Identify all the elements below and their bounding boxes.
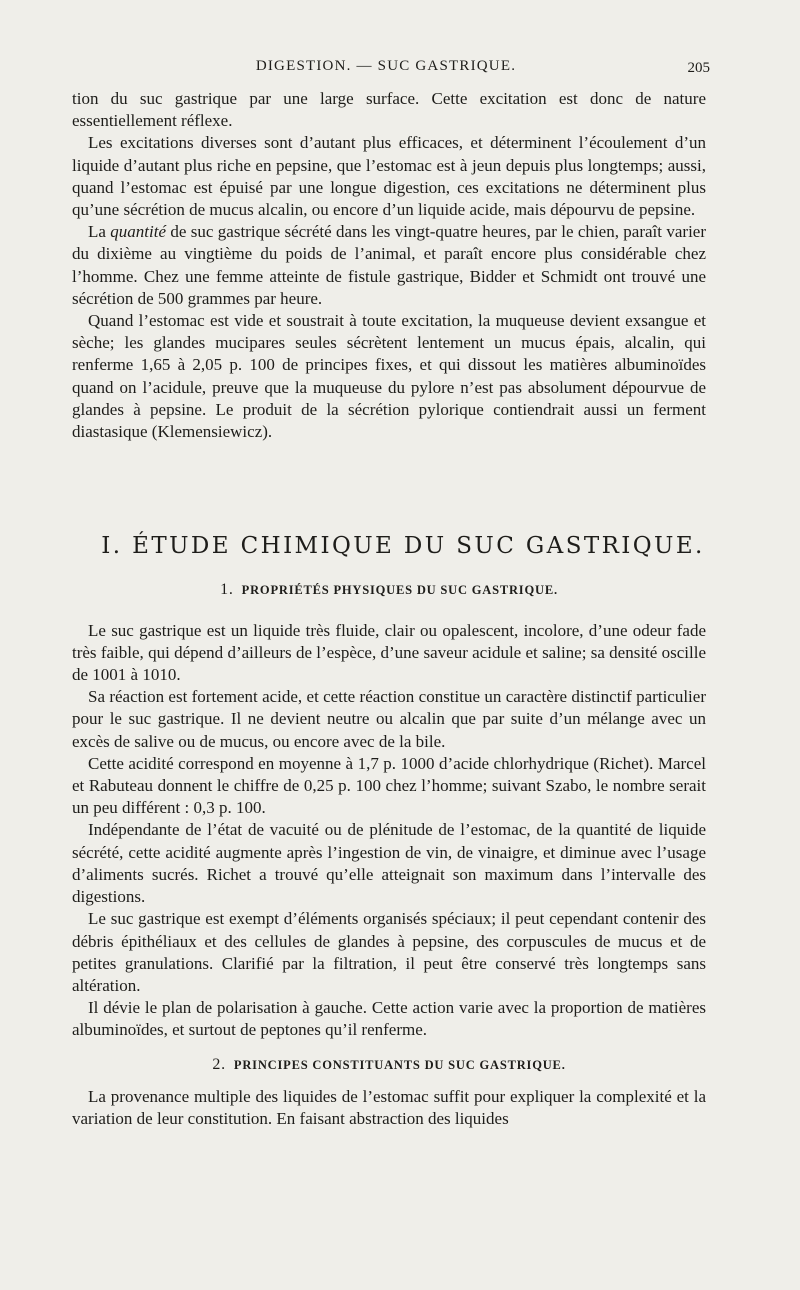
paragraph: Le suc gastrique est exempt d’éléments organisés spéciaux; il peut cependant contenir des débris épithéliaux et des cellules de glandes à pepsine, des corpuscules de mucus et de petites granulations. Clarifié par la filtration, il peut être conservé très longtemps sans altération. [72,909,706,995]
running-title: DIGESTION. — SUC GASTRIQUE. [255,58,517,74]
section-title: PRINCIPES CONSTITUANTS DU SUC GASTRIQUE. [233,1057,566,1072]
paragraph [72,221,706,310]
paragraph: La provenance multiple des liquides de l’estomac suffit pour expliquer la complexité et la variation de leur constitution. En faisant abstraction des liquides [72,1086,706,1128]
text-run: La [88,222,111,242]
paragraph: Quand l’estomac est vide et soustrait à toute excitation, la muqueuse devient exsangue et sèche; les glandes mucipares seules sécrètent lentement un mucus épais, alcalin, qui renferme 1,65 à 2,05 p. 100 de principes fixes, et qui dissout les matières albuminoïdes quand on l’acidule, preuve que la muqueuse du pylore n’est pas absolument dépourvue de glandes à pepsine. Le produit de la sécrétion pylorique contiendrait aussi un ferment diastasique (Klemensiewicz). [72,311,706,442]
paragraph: Les excitations diverses sont d’autant plus efficaces, et déterminent l’écoulement d’un liquide d’autant plus riche en pepsine, que l’estomac est à jeun depuis plus longtemps; aussi, quand l’estomac est épuisé par une longue digestion, ces excitations ne déterminent plus qu’une sécrétion de mucus alcalin, ou encore d’un liquide acide, mais dépourvu de pepsine. [72,133,706,220]
paragraph: Sa réaction est fortement acide, et cette réaction constitue un caractère distinctif particulier pour le suc gastrique. Il ne devient neutre ou alcalin que par suite d’un mélange avec un excès de salive ou de mucus, ou encore avec de la bile. [72,687,706,751]
italic-term: quantité [110,222,167,242]
paragraph: tion du suc gastrique par une large surface. Cette excitation est donc de nature essentiellement réflexe. [72,89,706,131]
section-heading [72,579,706,601]
paragraph: Cette acidité correspond en moyenne à 1,7 p. 1000 d’acide chlorhydrique (Richet). Marcel et Rabuteau donnent le chiffre de 0,25 p. 100 chez l’homme; suivant Szabo, le nombre serait un peu différent : 0,3 p. 100. [72,753,706,818]
paragraph: Indépendante de l’état de vacuité ou de plénitude de l’estomac, de la quantité de liquide sécrété, cette acidité augmente après l’ingestion de vin, de vinaigre, et diminue avec l’usage d’aliments sucrés. Richet a trouvé qu’elle atteignait son maximum dans l’intervalle des digestions. [72,820,706,907]
running-head [62,58,710,82]
paragraph: Il dévie le plan de polarisation à gauche. Cette action varie avec la proportion de matières albuminoïdes, et surtout de peptones qu’il renferme. [72,998,706,1040]
text-run: de suc gastrique sécrété dans les vingt-quatre heures, par le chien, paraît varier du dixième au vingtième du poids de l’animal, et paraît encore plus considérable chez l’homme. Chez une femme atteinte de fistule gastrique, Bidder et Schmidt ont trouvé une sécrétion de 500 grammes par heure. [72,222,706,308]
section-title: PROPRIÉTÉS PHYSIQUES DU SUC GASTRIQUE. [241,583,558,598]
section-number: 2. [212,1055,226,1073]
section-heading [72,1054,706,1076]
body-text [72,88,706,1130]
chapter-heading: I. ÉTUDE CHIMIQUE DU SUC GASTRIQUE. [101,533,705,560]
paragraph: Le suc gastrique est un liquide très fluide, clair ou opalescent, incolore, d’une odeur fade très faible, qui dépend d’ailleurs de l’espèce, d’une saveur acidule et saline; sa densité oscille de 1001 à 1010. [72,620,706,685]
page-number: 205 [687,60,710,76]
section-number: 1. [220,581,234,599]
